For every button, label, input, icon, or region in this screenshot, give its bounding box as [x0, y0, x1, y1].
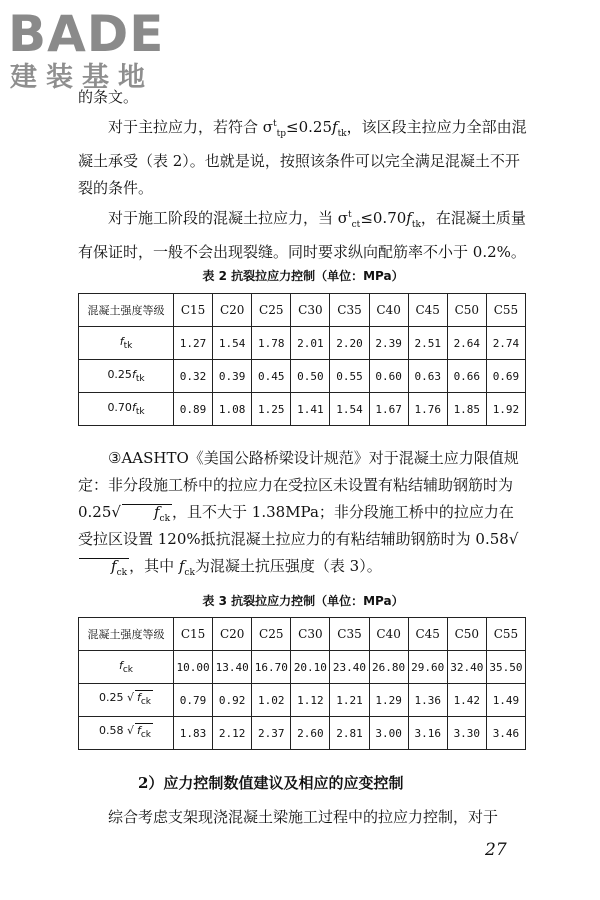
table-header-row [79, 618, 526, 651]
value-cell: 0.60 [369, 360, 408, 393]
body-text-top [78, 84, 528, 266]
row-label-cell: 0.25 √ $f_{ck}$ [79, 684, 174, 717]
logo-wordmark: BADE [8, 5, 165, 63]
table-header-row [79, 294, 526, 327]
value-cell: 2.74 [486, 327, 525, 360]
header-cell: C40 [369, 294, 408, 327]
table-row [79, 393, 526, 426]
header-cell: C45 [408, 618, 447, 651]
value-cell: 23.40 [330, 651, 369, 684]
value-cell: 29.60 [408, 651, 447, 684]
value-cell: 1.42 [447, 684, 486, 717]
value-cell: 2.37 [252, 717, 291, 750]
header-cell: C20 [213, 618, 252, 651]
row-label-cell: $0.70f_{tk}$ [79, 393, 174, 426]
value-cell: 0.79 [174, 684, 213, 717]
section-subheading: 2）应力控制数值建议及相应的应变控制 [138, 774, 404, 792]
paragraph-principal-tension: 对于主拉应力，若符合 $\sigma^t_{tp}\le 0.25f_{tk}$，该区段主拉应力全部由混凝土承受（表 2）。也就是说，按照该条件可以完全满足混凝土不开裂的条件。 [78, 118, 527, 197]
header-cell: C35 [330, 294, 369, 327]
value-cell: 0.45 [252, 360, 291, 393]
value-cell: 32.40 [447, 651, 486, 684]
value-cell: 1.25 [252, 393, 291, 426]
value-cell: 13.40 [213, 651, 252, 684]
table-row [79, 651, 526, 684]
value-cell: 2.20 [330, 327, 369, 360]
value-cell: 1.78 [252, 327, 291, 360]
table2 [78, 293, 526, 426]
header-cell: C20 [213, 294, 252, 327]
header-cell: C55 [486, 294, 525, 327]
value-cell: 10.00 [174, 651, 213, 684]
header-cell: 混凝土强度等级 [79, 294, 174, 327]
table-row [79, 684, 526, 717]
value-cell: 16.70 [252, 651, 291, 684]
value-cell: 0.89 [174, 393, 213, 426]
header-cell: C55 [486, 618, 525, 651]
value-cell: 3.00 [369, 717, 408, 750]
value-cell: 2.81 [330, 717, 369, 750]
value-cell: 1.83 [174, 717, 213, 750]
body-text-aashto [78, 445, 528, 587]
page-number: 27 [485, 840, 507, 860]
row-label-cell: $f_{tk}$ [79, 327, 174, 360]
value-cell: 0.32 [174, 360, 213, 393]
row-label-cell: 0.58 √ $f_{ck}$ [79, 717, 174, 750]
value-cell: 2.12 [213, 717, 252, 750]
table-row [79, 360, 526, 393]
table3-caption: 表 3 抗裂拉应力控制（单位：MPa） [202, 594, 404, 608]
value-cell: 2.01 [291, 327, 330, 360]
header-cell: C15 [174, 294, 213, 327]
header-cell: C45 [408, 294, 447, 327]
value-cell: 3.46 [486, 717, 525, 750]
value-cell: 1.41 [291, 393, 330, 426]
value-cell: 3.30 [447, 717, 486, 750]
value-cell: 2.51 [408, 327, 447, 360]
value-cell: 1.92 [486, 393, 525, 426]
value-cell: 0.50 [291, 360, 330, 393]
paragraph-aashto: ③AASHTO《美国公路桥梁设计规范》对于混凝土应力限值规定：非分段施工桥中的拉应力在受拉区未设置有粘结辅助钢筋时为 0.25√ $f_{ck}$ ，且不大于 1.38MPa；非分段施工桥中的拉应力在受拉区设置 120%抵抗混凝土拉应力的有粘结辅助钢筋时为 $0.58√f_{ck}$ ，其中 $f_{ck}$为混凝土抗压强度（表 3）。 [78, 449, 519, 578]
header-cell: C50 [447, 294, 486, 327]
value-cell: 1.02 [252, 684, 291, 717]
value-cell: 1.21 [330, 684, 369, 717]
header-cell: C25 [252, 294, 291, 327]
paragraph-construction-stage: 对于施工阶段的混凝土拉应力，当 $\sigma^t_{ct}\le 0.70f_{tk}$，在混凝土质量有保证时，一般不会出现裂缝。同时要求纵向配筋率不小于 0.2%。 [78, 209, 526, 261]
value-cell: 1.12 [291, 684, 330, 717]
table-row [79, 327, 526, 360]
header-cell: C15 [174, 618, 213, 651]
value-cell: 0.39 [213, 360, 252, 393]
value-cell: 1.76 [408, 393, 447, 426]
header-cell: C30 [291, 618, 330, 651]
value-cell: 1.54 [330, 393, 369, 426]
value-cell: 2.64 [447, 327, 486, 360]
paragraph-continuation: 的条文。 [78, 88, 139, 106]
header-cell: C50 [447, 618, 486, 651]
row-label-cell: $f_{ck}$ [79, 651, 174, 684]
paragraph-final-line: 综合考虑支架现浇混凝土梁施工过程中的拉应力控制，对于 [108, 808, 499, 826]
header-cell: 混凝土强度等级 [79, 618, 174, 651]
value-cell: 1.36 [408, 684, 447, 717]
value-cell: 0.66 [447, 360, 486, 393]
row-label-cell: $0.25f_{tk}$ [79, 360, 174, 393]
value-cell: 0.92 [213, 684, 252, 717]
header-cell: C25 [252, 618, 291, 651]
value-cell: 0.69 [486, 360, 525, 393]
value-cell: 2.39 [369, 327, 408, 360]
value-cell: 0.55 [330, 360, 369, 393]
value-cell: 1.08 [213, 393, 252, 426]
value-cell: 1.49 [486, 684, 525, 717]
value-cell: 3.16 [408, 717, 447, 750]
value-cell: 1.27 [174, 327, 213, 360]
value-cell: 20.10 [291, 651, 330, 684]
value-cell: 0.63 [408, 360, 447, 393]
value-cell: 1.67 [369, 393, 408, 426]
table-row [79, 717, 526, 750]
value-cell: 35.50 [486, 651, 525, 684]
logo-subtitle: 建装基地 [10, 62, 154, 93]
value-cell: 1.85 [447, 393, 486, 426]
header-cell: C35 [330, 618, 369, 651]
header-cell: C30 [291, 294, 330, 327]
header-cell: C40 [369, 618, 408, 651]
value-cell: 26.80 [369, 651, 408, 684]
table2-caption: 表 2 抗裂拉应力控制（单位：MPa） [202, 269, 404, 283]
value-cell: 1.54 [213, 327, 252, 360]
value-cell: 2.60 [291, 717, 330, 750]
value-cell: 1.29 [369, 684, 408, 717]
table3 [78, 617, 526, 750]
